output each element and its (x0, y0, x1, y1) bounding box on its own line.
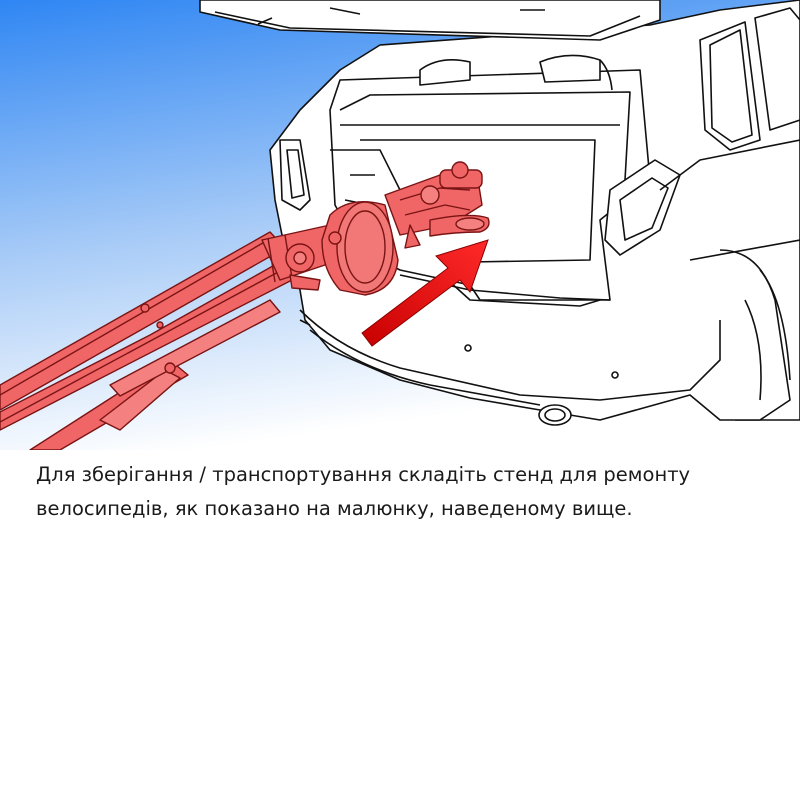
instruction-caption (36, 458, 766, 526)
caption-line-1: Для зберігання / транспортування складіть стенд для ремонту (36, 463, 691, 486)
caption-line-2: велосипедів, як показано на малюнку, наведеному вище. (36, 497, 633, 520)
